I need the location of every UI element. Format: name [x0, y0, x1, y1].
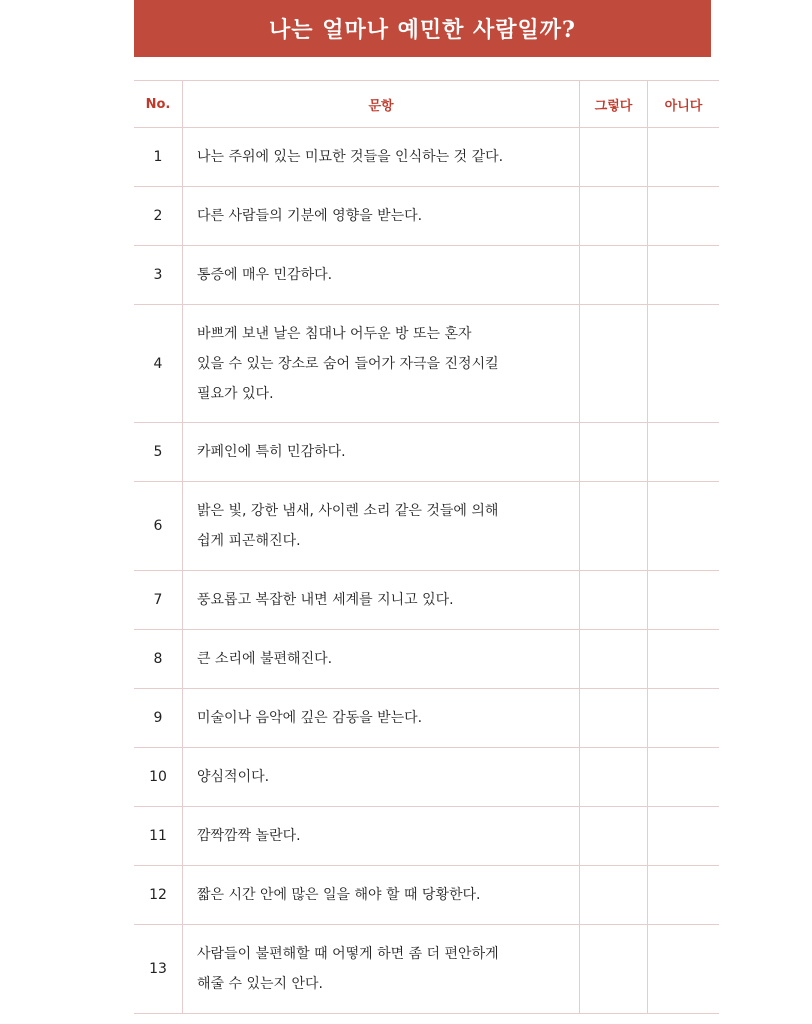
header-no-answer: 아니다 — [648, 81, 720, 128]
table-row — [134, 689, 719, 748]
item-line: 깜짝깜짝 놀란다. — [197, 828, 301, 844]
answer-no-cell[interactable] — [648, 807, 720, 866]
row-item — [183, 925, 580, 1014]
table-row — [134, 246, 719, 305]
row-item — [183, 807, 580, 866]
row-number: 3 — [134, 246, 183, 305]
answer-no-cell[interactable] — [648, 866, 720, 925]
table-row — [134, 187, 719, 246]
row-number: 6 — [134, 482, 183, 571]
answer-yes-cell[interactable] — [580, 807, 648, 866]
answer-no-cell[interactable] — [648, 689, 720, 748]
answer-no-cell[interactable] — [648, 246, 720, 305]
row-item — [183, 128, 580, 187]
item-line: 큰 소리에 불편해진다. — [197, 651, 333, 667]
item-line: 밝은 빛, 강한 냄새, 사이렌 소리 같은 것들에 의해 — [197, 503, 499, 519]
row-number: 13 — [134, 925, 183, 1014]
row-number: 7 — [134, 571, 183, 630]
item-line: 풍요롭고 복잡한 내면 세계를 지니고 있다. — [197, 592, 454, 608]
item-line: 양심적이다. — [197, 769, 270, 785]
answer-yes-cell[interactable] — [580, 571, 648, 630]
item-line: 쉽게 피곤해진다. — [197, 533, 301, 549]
item-line: 나는 주위에 있는 미묘한 것들을 인식하는 것 같다. — [197, 149, 504, 165]
row-item — [183, 423, 580, 482]
item-line: 사람들이 불편해할 때 어떻게 하면 좀 더 편안하게 — [197, 946, 499, 962]
table-row — [134, 423, 719, 482]
row-item — [183, 571, 580, 630]
answer-no-cell[interactable] — [648, 925, 720, 1014]
answer-yes-cell[interactable] — [580, 187, 648, 246]
table-row — [134, 128, 719, 187]
item-line: 해줄 수 있는지 안다. — [197, 976, 323, 992]
row-number: 1 — [134, 128, 183, 187]
row-item — [183, 630, 580, 689]
row-number: 4 — [134, 305, 183, 423]
answer-no-cell[interactable] — [648, 305, 720, 423]
answer-no-cell[interactable] — [648, 482, 720, 571]
item-line: 다른 사람들의 기분에 영향을 받는다. — [197, 208, 423, 224]
item-line: 있을 수 있는 장소로 숨어 들어가 자극을 진정시킬 — [197, 355, 499, 372]
answer-yes-cell[interactable] — [580, 630, 648, 689]
row-item — [183, 246, 580, 305]
table-row — [134, 305, 719, 423]
answer-yes-cell[interactable] — [580, 925, 648, 1014]
row-number: 12 — [134, 866, 183, 925]
answer-yes-cell[interactable] — [580, 482, 648, 571]
item-line: 미술이나 음악에 깊은 감동을 받는다. — [197, 710, 423, 726]
table-header-row — [134, 81, 719, 128]
table-row — [134, 482, 719, 571]
answer-yes-cell[interactable] — [580, 305, 648, 423]
table-row — [134, 807, 719, 866]
row-item — [183, 748, 580, 807]
table-row — [134, 571, 719, 630]
row-item — [183, 866, 580, 925]
row-number: 11 — [134, 807, 183, 866]
table-row — [134, 630, 719, 689]
row-item — [183, 305, 580, 423]
answer-no-cell[interactable] — [648, 128, 720, 187]
row-number: 9 — [134, 689, 183, 748]
answer-no-cell[interactable] — [648, 571, 720, 630]
item-line: 필요가 있다. — [197, 385, 274, 402]
answer-no-cell[interactable] — [648, 187, 720, 246]
header-yes: 그렇다 — [580, 81, 648, 128]
item-line: 카페인에 특히 민감하다. — [197, 444, 346, 460]
table-row — [134, 748, 719, 807]
page-title: 나는 얼마나 예민한 사람일까? — [269, 17, 576, 43]
row-item — [183, 482, 580, 571]
answer-no-cell[interactable] — [648, 630, 720, 689]
answer-yes-cell[interactable] — [580, 866, 648, 925]
row-item — [183, 689, 580, 748]
answer-no-cell[interactable] — [648, 748, 720, 807]
table-row — [134, 925, 719, 1014]
answer-yes-cell[interactable] — [580, 128, 648, 187]
row-number: 10 — [134, 748, 183, 807]
table-row — [134, 866, 719, 925]
header-item: 문항 — [183, 81, 580, 128]
row-number: 8 — [134, 630, 183, 689]
answer-yes-cell[interactable] — [580, 246, 648, 305]
answer-yes-cell[interactable] — [580, 689, 648, 748]
answer-yes-cell[interactable] — [580, 748, 648, 807]
title-banner — [134, 0, 711, 57]
row-number: 2 — [134, 187, 183, 246]
answer-no-cell[interactable] — [648, 423, 720, 482]
row-item — [183, 187, 580, 246]
item-line: 짧은 시간 안에 많은 일을 해야 할 때 당황한다. — [197, 887, 481, 903]
row-number: 5 — [134, 423, 183, 482]
item-line: 바쁘게 보낸 날은 침대나 어두운 방 또는 혼자 — [197, 325, 472, 342]
header-no: No. — [134, 81, 183, 128]
item-line: 통증에 매우 민감하다. — [197, 267, 333, 283]
answer-yes-cell[interactable] — [580, 423, 648, 482]
questionnaire-table — [134, 80, 719, 1014]
